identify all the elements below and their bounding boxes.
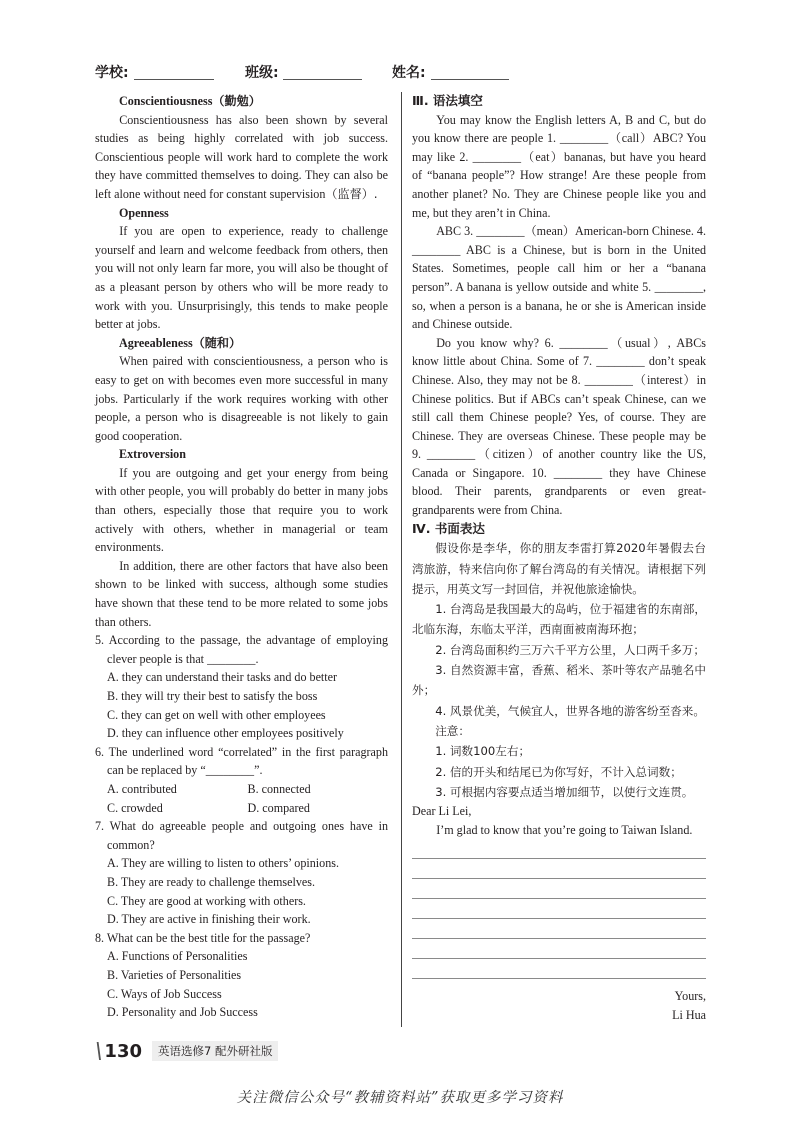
paragraph: In addition, there are other factors that have also been shown to be linked with success, although some studies have shown that these tend to be more related to some jobs than others.: [95, 558, 388, 629]
note-item: 2. 信的开头和结尾已为你写好，不计入总词数；: [435, 764, 682, 779]
option: C. They are good at working with others.: [107, 893, 306, 908]
page-number: 130: [104, 1040, 142, 1062]
school-blank: [134, 79, 214, 80]
paragraph: If you are outgoing and get your energy from being with other people, you will probably do better in many jobs than others, especially those that require you to work actively with others, whether in managerial or team environments.: [95, 465, 388, 555]
letter-opening: I’m glad to know that you’re going to Taiwan Island.: [436, 822, 693, 837]
writing-point: 2. 台湾岛面积约三万六千平方公里，人口两千多万；: [435, 642, 705, 657]
header: [0, 62, 800, 84]
note-item: 1. 词数100左右；: [435, 744, 531, 759]
option: B. Varieties of Personalities: [107, 967, 242, 982]
book-title: 英语选修7 配外研社版: [152, 1041, 278, 1061]
paragraph: Do you know why? 6. ________（usual）, ABCs know little about China. Some of 7. ________ don’t speak Chinese. Also, they may not be 8. ________（interest）in Chinese politics. But if ABCs can’t speak Chinese, can we still call them Chinese people? Yes, of course. They are Chinese. They are overseas Chinese. These people may be 9. ________（citizen）of another country like the US, Canada or Singapore. 10. ________ they have Chinese blood. Their parents, grandparents or even great-grandparents were from China.: [412, 335, 706, 518]
paragraph: If you are open to experience, ready to challenge yourself and learn and welcome feedback from others, then you will not only learn far more, you will also be thought of as a pleasant person by others who will be more ready to work with you. Unsurprisingly, this tends to make people better at jobs.: [95, 224, 388, 332]
signature: Li Hua: [672, 1007, 706, 1022]
writing-line[interactable]: [412, 859, 706, 879]
name-blank: [431, 79, 509, 80]
option: A. contributed: [107, 781, 177, 796]
closing: Yours,: [674, 989, 706, 1004]
writing-line[interactable]: [412, 939, 706, 959]
section-title: Extroversion: [119, 447, 186, 462]
section-title: Openness: [119, 205, 169, 220]
option: A. they can understand their tasks and do better: [107, 670, 338, 685]
question-stem: 7. What do agreeable people and outgoing ones have in common?: [95, 819, 388, 852]
page-footer: [92, 1038, 278, 1064]
section-heading: Ⅳ. 书面表达: [412, 520, 485, 536]
option: C. Ways of Job Success: [107, 986, 222, 1001]
option: B. they will try their best to satisfy the boss: [107, 689, 318, 703]
question-stem: 6. The underlined word “correlated” in the first paragraph can be replaced by “________”.: [95, 744, 388, 778]
column-divider: [401, 92, 402, 1027]
question-stem: 5. According to the passage, the advantage of employing clever people is that ________.: [95, 633, 388, 666]
option: C. they can get on well with other employees: [107, 707, 326, 722]
writing-line[interactable]: [412, 899, 706, 919]
salutation: Dear Li Lei,: [412, 804, 472, 819]
paragraph: ABC 3. ________（mean）American-born Chinese. 4. ________ ABC is a Chinese, but is born in the United States. Sometimes, people call him or her a “banana person”. A banana is yellow outside and white 5. ________, so, when a person is a banana, he or she is American inside and Chinese outside.: [412, 224, 706, 332]
option: D. compared: [247, 800, 310, 815]
section-heading: Ⅲ. 语法填空: [412, 93, 483, 108]
option-row: [95, 799, 388, 818]
writing-line[interactable]: [412, 839, 706, 859]
writing-point: 1. 台湾岛是我国最大的岛屿，位于福建省的东南部，北临东海，东临太平洋，西南面被南海环抱；: [412, 602, 706, 637]
option: A. They are willing to listen to others’ opinions.: [107, 856, 339, 871]
school-label: 学校:: [95, 65, 129, 81]
option: D. they can influence other employees positively: [107, 726, 344, 741]
option-row: [95, 780, 388, 799]
option: B. They are ready to challenge themselves.: [107, 874, 315, 889]
writing-point: 4. 风景优美，气候宜人，世界各地的游客纷至沓来。: [435, 703, 705, 718]
option: D. They are active in finishing their work.: [107, 912, 311, 927]
writing-line[interactable]: [412, 879, 706, 899]
section-title: Conscientiousness（勤勉）: [119, 94, 261, 108]
note-label: 注意：: [435, 723, 470, 738]
option: C. crowded: [107, 800, 163, 815]
writing-line[interactable]: [412, 959, 706, 979]
class-label: 班级:: [245, 65, 279, 81]
writing-point: 3. 自然资源丰富，香蕉、稻米、茶叶等农产品驰名中外；: [412, 663, 706, 698]
question-stem: 8. What can be the best title for the passage?: [95, 930, 311, 945]
option: A. Functions of Personalities: [107, 949, 248, 964]
option: D. Personality and Job Success: [107, 1005, 258, 1020]
footer-slash: \: [92, 1038, 105, 1064]
bottom-note: 关注微信公众号“教辅资料站”获取更多学习资料: [236, 1090, 564, 1106]
section-title: Agreeableness（随和）: [119, 335, 242, 350]
note-item: 3. 可根据内容要点适当增加细节，以使行文连贯。: [435, 784, 694, 799]
right-column: [412, 92, 706, 1024]
writing-line[interactable]: [412, 919, 706, 939]
option: B. connected: [247, 781, 311, 796]
paragraph: When paired with conscientiousness, a person who is easy to get on with becomes even more successful in many jobs. Particularly if the work requires working with other people, a person who is disagreeable is not likely to gain good cooperation.: [95, 354, 388, 443]
paragraph: Conscientiousness has also been shown by several studies as being highly correlated with job success. Conscientious people will work hard to complete the work they have committed themselves to doing. They can also be left alone without need for constant supervision（监督）.: [95, 112, 388, 201]
paragraph: You may know the English letters A, B and C, but do you know there are people 1. ________（call）ABC? You may like 2. ________（eat）bananas, but have you heard of “banana people”? How strange! Are these people from another planet? No. They are Chinese people like you and me, but they aren’t in China.: [412, 112, 706, 220]
name-label: 姓名:: [392, 65, 426, 81]
writing-prompt: 假设你是李华，你的朋友李雷打算2020年暑假去台湾旅游，特来信向你了解台湾岛的有关情况。请根据下列提示，用英文写一封回信，并祝他旅途愉快。: [412, 541, 706, 596]
left-column: [95, 92, 388, 1022]
class-blank: [283, 79, 362, 80]
